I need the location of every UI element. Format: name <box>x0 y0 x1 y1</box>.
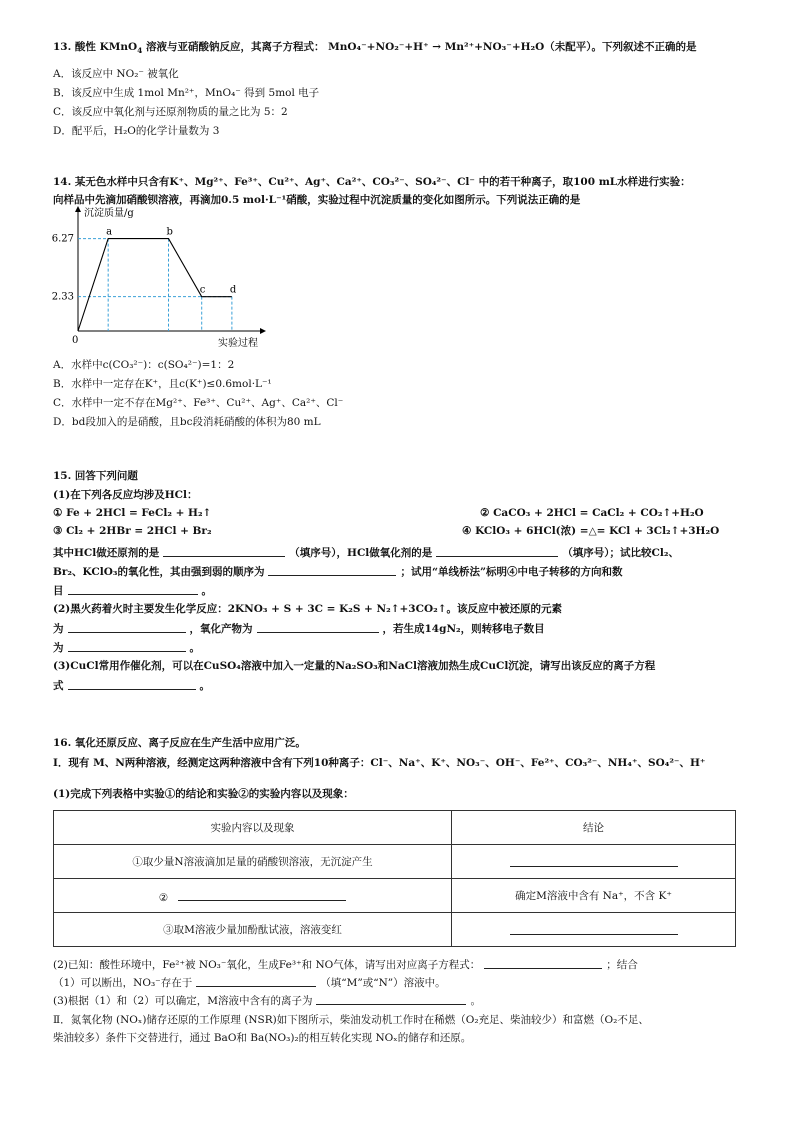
y-axis-label: 沉淀质量/g <box>84 208 134 219</box>
table-cell-content: ③取M溶液少量加酚酞试液，溶液变红 <box>54 913 452 947</box>
answer-blank-ionic-equation-2[interactable] <box>484 957 602 969</box>
q16-part2-line2: （1）可以断出，NO₃⁻存在于 （填“M”或“N”）溶液中。 <box>53 977 446 989</box>
q15-line-order: Br₂、KClO₃的氧化性，其由强到弱的顺序为 ；试用“单线桥法”标明④中电子转移的方向和数 <box>53 566 623 578</box>
table-cell-content[interactable]: ② <box>54 879 452 913</box>
q15-part3-answer: 式 。 <box>53 680 210 692</box>
answer-blank-m-or-n[interactable] <box>196 975 316 987</box>
table-header-content: 实验内容以及现象 <box>54 811 452 845</box>
q13-option-a: A．该反应中 NO₂⁻ 被氧化 <box>53 68 179 80</box>
table-cell-conclusion: 确定M溶液中含有 Na⁺，不含 K⁺ <box>452 879 736 913</box>
q15-part2-blanks: 为 ，氧化产物为 ，若生成14gN₂，则转移电子数目 <box>53 623 545 635</box>
experiment-table <box>53 810 736 947</box>
q15-part2-electrons: 为 。 <box>53 642 200 654</box>
q16-part-i: Ⅰ．现有 M、N两种溶液，经测定这两种溶液中含有下列10种离子：Cl⁻、Na⁺、K⁺、NO₃⁻、OH⁻、Fe²⁺、CO₃²⁻、NH₄⁺、SO₄²⁻、H⁺ <box>53 757 706 769</box>
answer-blank-reduced-element[interactable] <box>68 621 186 633</box>
q15-reaction-1: ① Fe + 2HCl = FeCl₂ + H₂↑ <box>53 507 212 519</box>
table-cell-content: ①取少量N溶液滴加足量的硝酸钡溶液，无沉淀产生 <box>54 845 452 879</box>
q14-option-b: B．水样中一定存在K⁺，且c(K⁺)≤0.6mol·L⁻¹ <box>53 378 272 390</box>
origin-label: 0 <box>72 335 79 346</box>
q13-option-b: B．该反应中生成 1mol Mn²⁺，MnO₄⁻ 得到 5mol 电子 <box>53 87 320 99</box>
point-label-b: b <box>166 226 173 238</box>
q15-part1-intro: (1)在下列各反应均涉及HCl： <box>53 489 198 501</box>
x-axis-label: 实验过程 <box>218 338 258 349</box>
answer-blank-electron-count[interactable] <box>68 640 186 652</box>
q13-equation: MnO₄⁻+NO₂⁻+H⁺ → Mn²⁺+NO₃⁻+H₂O <box>328 41 545 53</box>
data-line <box>78 239 232 331</box>
answer-blank-oxidant[interactable] <box>436 545 558 557</box>
table-row <box>54 879 736 913</box>
answer-blank-reductant[interactable] <box>163 545 285 557</box>
precipitate-chart <box>40 205 280 350</box>
answer-blank-m-ions[interactable] <box>316 993 466 1005</box>
q14-option-d: D．bd段加入的是硝酸，且bc段消耗硝酸的体积为80 mL <box>53 416 321 428</box>
point-label-c: c <box>199 284 206 296</box>
q16-part-ii-line1: Ⅱ．氮氧化物 (NOₓ)储存还原的工作原理 (NSR)如下图所示，柴油发动机工作时在稀燃（O₂充足、柴油较少）和富燃（O₂不足、 <box>53 1014 649 1026</box>
q14-option-c: C．水样中一定不存在Mg²⁺、Fe³⁺、Cu²⁺、Ag⁺、Ca²⁺、Cl⁻ <box>53 397 344 409</box>
q13-option-d: D．配平后，H₂O的化学计量数为 3 <box>53 125 220 137</box>
table-header-conclusion: 结论 <box>452 811 736 845</box>
q16-part1-intro: (1)完成下列表格中实验①的结论和实验②的实验内容以及现象： <box>53 788 354 800</box>
table-cell-conclusion[interactable] <box>452 913 736 947</box>
q13-stem: 13. 酸性 KMnO$_4$ 溶液与亚硝酸钠反应，其离子方程式： MnO₄⁻+NO₂⁻+H⁺ → Mn²⁺+NO₃⁻+H₂O（未配平）。下列叙述不正确的是 <box>53 41 697 56</box>
answer-blank-conclusion-1[interactable] <box>510 854 678 867</box>
q15-line-electron: 目 。 <box>53 585 212 597</box>
y-tick-label: 2.33 <box>51 291 74 303</box>
table-header-row <box>54 811 736 845</box>
q14-option-a: A．水样中c(CO₃²⁻)：c(SO₄²⁻)=1：2 <box>53 359 235 371</box>
q13-option-c: C．该反应中氧化剂与还原剂物质的量之比为 5：2 <box>53 106 288 118</box>
q16-part-ii-line2: 柴油较多）条件下交替进行，通过 BaO和 Ba(NO₃)₂的相互转化实现 NOₓ的储存和还原。 <box>53 1032 472 1044</box>
point-label-d: d <box>229 284 237 296</box>
q15-reaction-2: ② CaCO₃ + 2HCl = CaCl₂ + CO₂↑+H₂O <box>480 507 704 519</box>
q14-stem-line2: 向样品中先滴加硝酸钡溶液，再滴加0.5 mol·L⁻¹硝酸，实验过程中沉淀质量的变化如图所示。下列说法正确的是 <box>53 194 581 206</box>
point-label-a: a <box>106 226 113 238</box>
q16-part3-line: (3)根据（1）和（2）可以确定，M溶液中含有的离子为 。 <box>53 995 481 1007</box>
table-cell-conclusion[interactable] <box>452 845 736 879</box>
answer-blank-electron-transfer[interactable] <box>68 583 198 595</box>
table-row <box>54 913 736 947</box>
answer-blank-ionic-equation[interactable] <box>68 678 196 690</box>
q15-part3-stem: (3)CuCl常用作催化剂，可以在CuSO₄溶液中加入一定量的Na₂SO₃和NaCl溶液加热生成CuCl沉淀，请写出该反应的离子方程 <box>53 660 656 672</box>
table-row <box>54 845 736 879</box>
answer-blank-oxidation-product[interactable] <box>257 621 379 633</box>
y-tick-label: 6.27 <box>51 233 74 245</box>
answer-blank-experiment-2[interactable] <box>178 888 346 901</box>
q15-part2-stem: (2)黑火药着火时主要发生化学反应：2KNO₃ + S + 3C = K₂S + N₂↑+3CO₂↑。该反应中被还原的元素 <box>53 603 563 615</box>
q15-title: 15. 回答下列问题 <box>53 470 138 482</box>
q15-reaction-4: ④ KClO₃ + 6HCl(浓) =△= KCl + 3Cl₂↑+3H₂O <box>462 525 720 537</box>
q15-reaction-3: ③ Cl₂ + 2HBr = 2HCl + Br₂ <box>53 525 212 537</box>
q14-stem-line1: 14. 某无色水样中只含有K⁺、Mg²⁺、Fe³⁺、Cu²⁺、Ag⁺、Ca²⁺、CO₃²⁻、SO₄²⁻、Cl⁻ 中的若干种离子，取100 mL水样进行实验： <box>53 176 691 188</box>
answer-blank-oxidizing-order[interactable] <box>268 564 396 576</box>
q15-line-reductant: 其中HCl做还原剂的是 （填序号），HCl做氧化剂的是 （填序号）；试比较Cl₂、 <box>53 547 680 559</box>
q16-part2-line1: (2)已知：酸性环境中，Fe²⁺被 NO₃⁻氧化，生成Fe³⁺和 NO气体，请写出对应离子方程式： ；结合 <box>53 959 638 971</box>
q16-title: 16. 氧化还原反应、离子反应在生产生活中应用广泛。 <box>53 737 306 749</box>
answer-blank-conclusion-3[interactable] <box>510 922 678 935</box>
